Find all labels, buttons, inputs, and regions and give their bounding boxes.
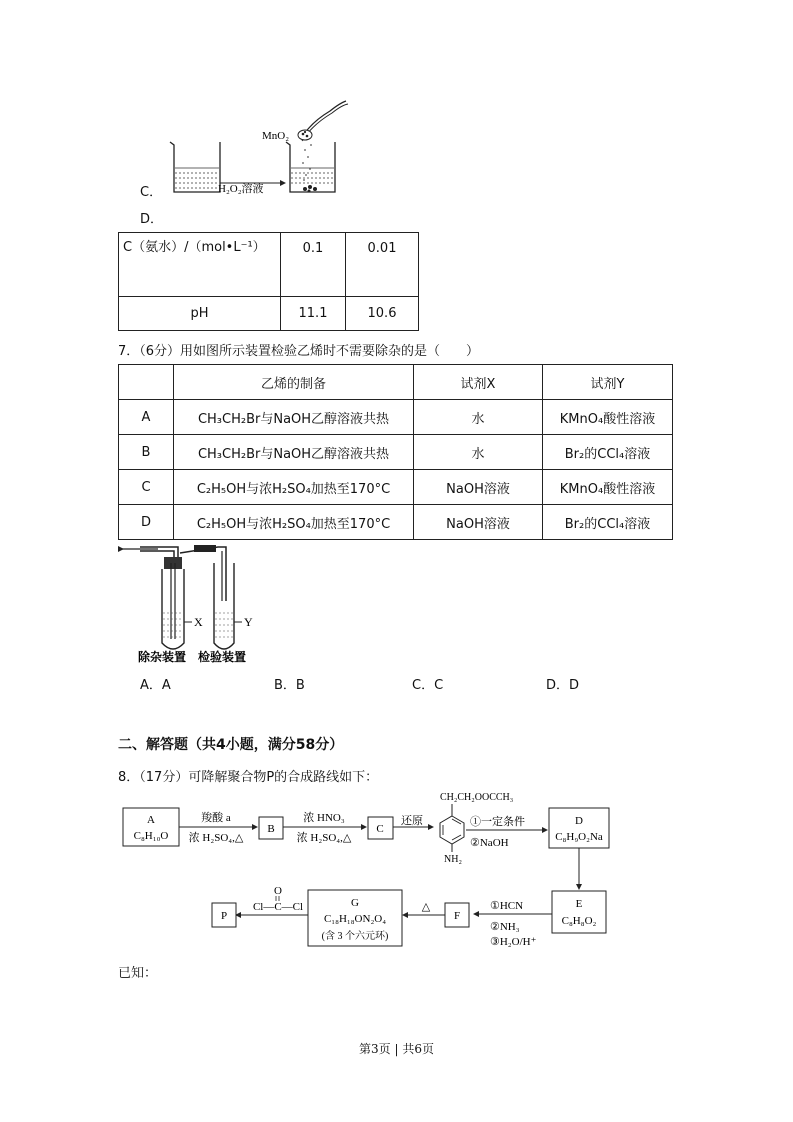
q8-stem: 8．（17分）可降解聚合物P的合成路线如下：	[118, 770, 379, 785]
row-c-label: C	[119, 470, 174, 505]
q7-option-d[interactable]: D．D	[546, 678, 580, 693]
compound-p-label: P	[220, 910, 228, 922]
test-caption: 检验装置	[198, 650, 247, 664]
mno2-label: MnO₂	[262, 130, 290, 142]
compound-a-label: A	[147, 814, 155, 826]
ammonia-ph-table	[118, 232, 419, 331]
option-d-label: D．	[140, 212, 164, 227]
row-a-x: 水	[414, 400, 543, 435]
header-prep: 乙烯的制备	[174, 365, 414, 400]
section-heading: 二、解答题（共4小题，满分58分）	[118, 737, 344, 753]
ph-v2: 10.6	[346, 297, 419, 331]
step1-top: 羧酸 a	[201, 812, 231, 824]
row-b-prep: CH₃CH₂Br与NaOH乙醇溶液共热	[174, 435, 414, 470]
step2-top: 浓 HNO₃	[303, 812, 345, 824]
row-c-x: NaOH溶液	[414, 470, 543, 505]
ph-v1: 11.1	[281, 297, 346, 331]
step5-c: ③H₂O/H⁺	[490, 936, 537, 948]
row-b-x: 水	[414, 435, 543, 470]
step4-a: ①一定条件	[470, 816, 525, 828]
compound-g-label: G	[351, 897, 359, 909]
q7-stem: 7．（6分）用如图所示装置检验乙烯时不需要除杂的是（ ）	[118, 344, 480, 359]
step3-label: 还原	[401, 815, 423, 827]
compound-e-formula: C₈H₈O₂	[561, 915, 597, 927]
header-y: 试剂Y	[543, 365, 673, 400]
compound-g-note: (含 3 个六元环)	[321, 931, 389, 942]
substituent-top: CH₂CH₂OOCCH₃	[440, 792, 514, 803]
row-d-prep: C₂H₅OH与浓H₂SO₄加热至170°C	[174, 505, 414, 540]
reagent-x-label: X	[194, 615, 203, 629]
header-x: 试剂X	[414, 365, 543, 400]
reagent-chain: Cl—C—Cl	[252, 901, 304, 913]
compound-a-formula: C₈H₁₀O	[133, 830, 169, 842]
substituent-bottom: NH₂	[444, 854, 462, 865]
ph-header: pH	[119, 297, 281, 331]
q7-option-b[interactable]: B．B	[274, 678, 305, 693]
reagent-y-label: Y	[244, 615, 253, 629]
ethylene-table	[118, 364, 673, 540]
row-d-x: NaOH溶液	[414, 505, 543, 540]
row-a-y: KMnO₄酸性溶液	[543, 400, 673, 435]
compound-f-label: F	[453, 910, 461, 922]
row-b-label: B	[119, 435, 174, 470]
compound-d-formula: C₈H₉O₂Na	[555, 831, 603, 843]
row-a-prep: CH₃CH₂Br与NaOH乙醇溶液共热	[174, 400, 414, 435]
step1-bottom: 浓 H₂SO₄,△	[188, 832, 244, 844]
row-d-y: Br₂的CCl₄溶液	[543, 505, 673, 540]
reagent-o: O	[274, 885, 282, 897]
row-b-y: Br₂的CCl₄溶液	[543, 435, 673, 470]
synthesis-scheme	[118, 788, 618, 948]
purify-caption: 除杂装置	[138, 650, 187, 664]
row-a-label: A	[119, 400, 174, 435]
compound-d-label: D	[575, 815, 583, 827]
compound-c-label: C	[376, 823, 384, 835]
q7-option-c[interactable]: C．C	[412, 678, 444, 693]
apparatus-figure	[118, 541, 268, 666]
row-c-prep: C₂H₅OH与浓H₂SO₄加热至170°C	[174, 470, 414, 505]
row-d-label: D	[119, 505, 174, 540]
row-c-y: KMnO₄酸性溶液	[543, 470, 673, 505]
compound-b-label: B	[267, 823, 275, 835]
concentration-header: C（氨水）/（mol•L⁻¹）	[119, 233, 281, 297]
concentration-v1: 0.1	[281, 233, 346, 297]
step5-a: ①HCN	[490, 900, 524, 912]
known-label: 已知：	[118, 966, 158, 981]
header-empty	[119, 365, 174, 400]
compound-e-label: E	[575, 898, 583, 910]
step2-bottom: 浓 H₂SO₄,△	[296, 832, 352, 844]
step4-b: ②NaOH	[470, 837, 509, 849]
concentration-v2: 0.01	[346, 233, 419, 297]
page-footer: 第3页 | 共6页	[359, 1042, 434, 1056]
step5-b: ②NH₃	[490, 921, 520, 933]
q7-option-a[interactable]: A．A	[140, 678, 171, 693]
mno2-h2o2-figure	[160, 95, 360, 200]
step6-label: △	[421, 901, 431, 913]
h2o2-label: H₂O₂溶液	[218, 183, 264, 195]
compound-g-formula: C₁₈H₁₈ON₂O₄	[323, 913, 387, 925]
option-c-label: C．	[140, 185, 163, 200]
